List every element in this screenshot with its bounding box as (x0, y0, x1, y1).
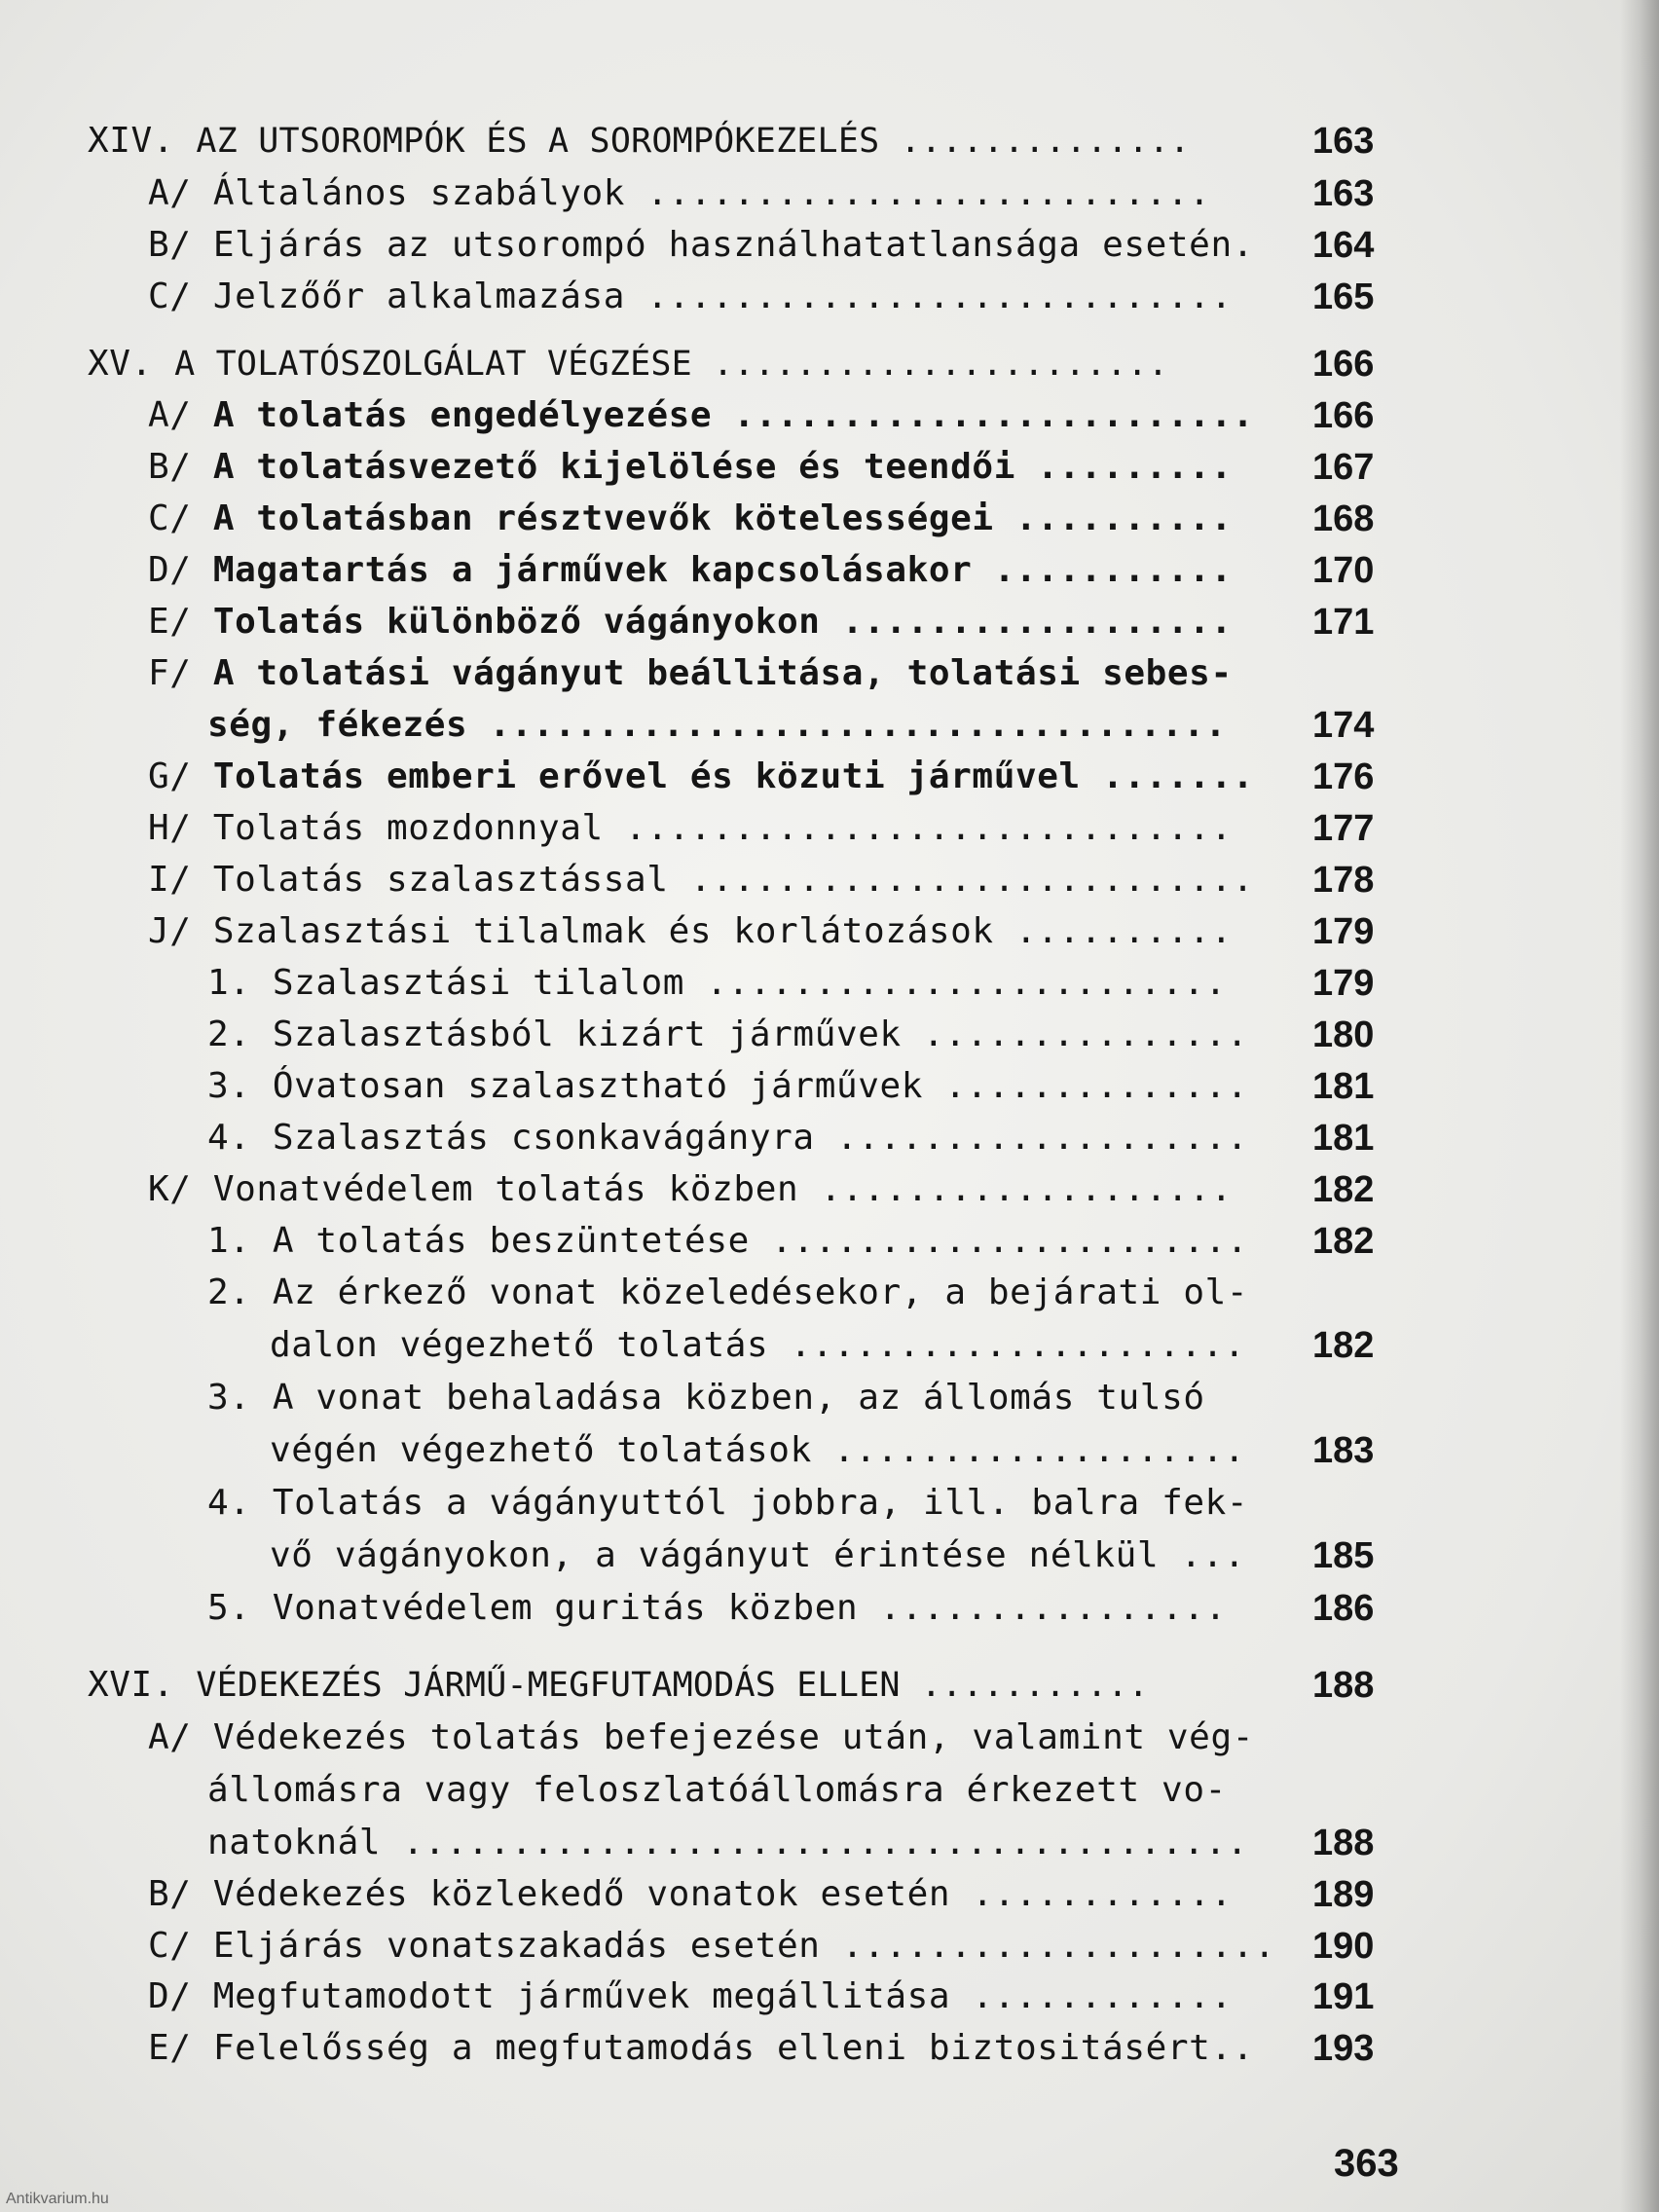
entry-text: állomásra vagy feloszlatóállomásra érkezett vo- (207, 1770, 1227, 1810)
entry-text: Eljárás vonatszakadás esetén .................... (212, 1926, 1276, 1966)
toc-subentry-continuation (270, 1536, 1245, 1575)
entry-label: B/ (148, 1874, 192, 1914)
entry-text: Vonatvédelem guritás közben ................ (272, 1588, 1227, 1628)
toc-entry (148, 1170, 1233, 1209)
entry-page: 180 (1312, 1014, 1375, 1055)
toc-entry (148, 603, 1233, 642)
toc-entry-continuation (207, 1771, 1227, 1810)
toc-entry (148, 499, 1233, 538)
toc-entry (148, 448, 1233, 487)
entry-label: 3. (207, 1378, 251, 1418)
entry-text: Óvatosan szalasztható járművek .............. (272, 1066, 1249, 1106)
entry-page: 179 (1312, 963, 1375, 1004)
toc-entry (148, 1927, 1275, 1966)
entry-page: 191 (1312, 1976, 1375, 2017)
entry-page: 165 (1312, 276, 1375, 317)
toc-entry (88, 345, 1168, 384)
entry-page: 167 (1312, 447, 1375, 488)
entry-page: 166 (1312, 395, 1375, 436)
entry-text: A tolatás engedélyezése ........................ (212, 395, 1254, 435)
toc-entry (148, 912, 1233, 951)
entry-page: 190 (1312, 1926, 1375, 1967)
entry-label: XIV. (88, 121, 175, 161)
entry-page: 174 (1312, 705, 1375, 746)
entry-page: 188 (1312, 1823, 1375, 1863)
entry-text: Jelzőőr alkalmazása ........................... (212, 276, 1233, 316)
watermark: Antikvarium.hu (6, 2191, 109, 2207)
entry-label: A/ (148, 173, 192, 213)
entry-text: végén végezhető tolatások ................... (270, 1430, 1246, 1470)
entry-label: D/ (148, 1976, 192, 2016)
entry-page: 179 (1312, 911, 1375, 952)
toc-entry (148, 174, 1210, 213)
entry-label: A/ (148, 395, 192, 435)
entry-text: dalon végezhető tolatás ..................... (270, 1325, 1246, 1365)
entry-text: A TOLATÓSZOLGÁLAT VÉGZÉSE ...................... (174, 345, 1169, 384)
entry-text: Vonatvédelem tolatás közben ................... (212, 1169, 1233, 1209)
toc-entry (148, 654, 1233, 693)
entry-text: A vonat behaladása közben, az állomás tulsó (272, 1378, 1205, 1418)
entry-page: 177 (1312, 808, 1375, 849)
toc-subentry (207, 1222, 1248, 1261)
toc-entry (148, 396, 1254, 435)
toc-subentry (207, 1484, 1248, 1523)
toc-entry (148, 277, 1233, 316)
entry-text: Felelősség a megfutamodás elleni biztositásért.. (212, 2028, 1254, 2068)
entry-label: 2. (207, 1272, 251, 1312)
entry-label: XVI. (88, 1665, 175, 1705)
entry-text: Szalasztási tilalom ........................ (272, 963, 1227, 1003)
entry-page: 176 (1312, 756, 1375, 797)
entry-label: C/ (148, 498, 192, 538)
entry-page: 182 (1312, 1169, 1375, 1210)
entry-label: C/ (148, 276, 192, 316)
entry-page: 186 (1312, 1588, 1375, 1629)
entry-text: Magatartás a járművek kapcsolásakor ........... (212, 550, 1233, 590)
entry-page: 182 (1312, 1325, 1375, 1366)
entry-text: A tolatás beszüntetése ...................... (272, 1221, 1249, 1261)
entry-text: A tolatásban résztvevők kötelességei .......... (212, 498, 1233, 538)
entry-text: Tolatás szalasztással .......................... (212, 860, 1254, 900)
entry-text: VÉDEKEZÉS JÁRMŰ-MEGFUTAMODÁS ELLEN ........... (196, 1666, 1149, 1705)
toc-subentry (207, 1067, 1248, 1106)
toc-subentry (207, 1589, 1227, 1628)
toc-entry (148, 809, 1233, 848)
entry-label: 3. (207, 1066, 251, 1106)
entry-text: AZ UTSOROMPÓK ÉS A SOROMPÓKEZELÉS .............. (196, 122, 1191, 161)
toc-entry (88, 122, 1190, 161)
toc-entry (148, 1977, 1233, 2016)
toc-entry (148, 861, 1254, 900)
entry-page: 168 (1312, 498, 1375, 539)
entry-label: A/ (148, 1717, 192, 1757)
entry-label: G/ (148, 756, 192, 796)
entry-page: 185 (1312, 1535, 1375, 1576)
entry-text: Megfutamodott járművek megállitása ............ (212, 1976, 1233, 2016)
entry-text: A tolatásvezető kijelölése és teendői ......... (212, 447, 1233, 487)
entry-text: Tolatás mozdonnyal ............................ (212, 808, 1233, 848)
toc-entry (148, 1718, 1254, 1757)
toc-entry (148, 757, 1254, 796)
entry-page: 170 (1312, 550, 1375, 591)
toc-subentry (207, 1015, 1248, 1054)
entry-label: F/ (148, 653, 192, 693)
entry-text: Szalasztási tilalmak és korlátozások .......... (212, 911, 1233, 951)
entry-page: 163 (1312, 121, 1375, 162)
entry-text: Tolatás különböző vágányokon .................. (212, 602, 1233, 642)
toc-subentry (207, 1379, 1205, 1418)
toc-entry-continuation (207, 706, 1227, 745)
entry-label: I/ (148, 860, 192, 900)
entry-page: 163 (1312, 173, 1375, 214)
entry-label: B/ (148, 447, 192, 487)
toc-entry (148, 551, 1233, 590)
entry-page: 189 (1312, 1874, 1375, 1915)
toc-entry (148, 1875, 1233, 1914)
toc-subentry-continuation (270, 1431, 1245, 1470)
entry-label: K/ (148, 1169, 192, 1209)
entry-label: J/ (148, 911, 192, 951)
entry-text: vő vágányokon, a vágányut érintése nélkül ... (270, 1535, 1246, 1575)
entry-page: 181 (1312, 1066, 1375, 1107)
entry-text: Szalasztás csonkavágányra ................... (272, 1118, 1249, 1158)
toc-entry (88, 1666, 1149, 1705)
entry-label: 5. (207, 1588, 251, 1628)
entry-text: Tolatás a vágányuttól jobbra, ill. balra fek- (272, 1483, 1249, 1523)
entry-text: A tolatási vágányut beállitása, tolatási sebes- (212, 653, 1233, 693)
entry-label: 1. (207, 1221, 251, 1261)
toc-entry (148, 2029, 1254, 2068)
toc-entry (148, 226, 1254, 265)
entry-page: 183 (1312, 1430, 1375, 1471)
entry-page: 182 (1312, 1221, 1375, 1262)
entry-label: 1. (207, 963, 251, 1003)
entry-page: 188 (1312, 1665, 1375, 1706)
entry-text: natoknál ....................................... (207, 1823, 1249, 1862)
page-number: 363 (1334, 2142, 1399, 2185)
entry-text: Szalasztásból kizárt járművek ............... (272, 1014, 1249, 1054)
entry-label: XV. (88, 344, 153, 384)
entry-label: E/ (148, 2028, 192, 2068)
entry-page: 193 (1312, 2028, 1375, 2069)
toc-subentry (207, 1273, 1248, 1312)
entry-text: Tolatás emberi erővel és közuti járművel ....... (212, 756, 1254, 796)
toc-entry-continuation (207, 1824, 1248, 1862)
entry-label: 4. (207, 1483, 251, 1523)
entry-label: H/ (148, 808, 192, 848)
entry-label: E/ (148, 602, 192, 642)
entry-page: 178 (1312, 860, 1375, 901)
entry-text: Eljárás az utsorompó használhatatlansága esetén. (212, 225, 1254, 265)
entry-label: C/ (148, 1926, 192, 1966)
entry-page: 166 (1312, 344, 1375, 385)
entry-label: 2. (207, 1014, 251, 1054)
entry-text: ség, fékezés .................................. (207, 705, 1227, 745)
toc-subentry (207, 1119, 1248, 1158)
toc-subentry (207, 964, 1227, 1003)
toc-subentry-continuation (270, 1326, 1245, 1365)
entry-page: 164 (1312, 225, 1375, 266)
entry-page: 181 (1312, 1118, 1375, 1159)
entry-label: B/ (148, 225, 192, 265)
entry-page: 171 (1312, 602, 1375, 643)
entry-text: Védekezés közlekedő vonatok esetén ............ (212, 1874, 1233, 1914)
entry-label: D/ (148, 550, 192, 590)
entry-text: Általános szabályok .......................... (212, 173, 1211, 213)
entry-text: Védekezés tolatás befejezése után, valamint vég- (212, 1717, 1254, 1757)
entry-label: 4. (207, 1118, 251, 1158)
entry-text: Az érkező vonat közeledésekor, a bejárati ol- (272, 1272, 1249, 1312)
